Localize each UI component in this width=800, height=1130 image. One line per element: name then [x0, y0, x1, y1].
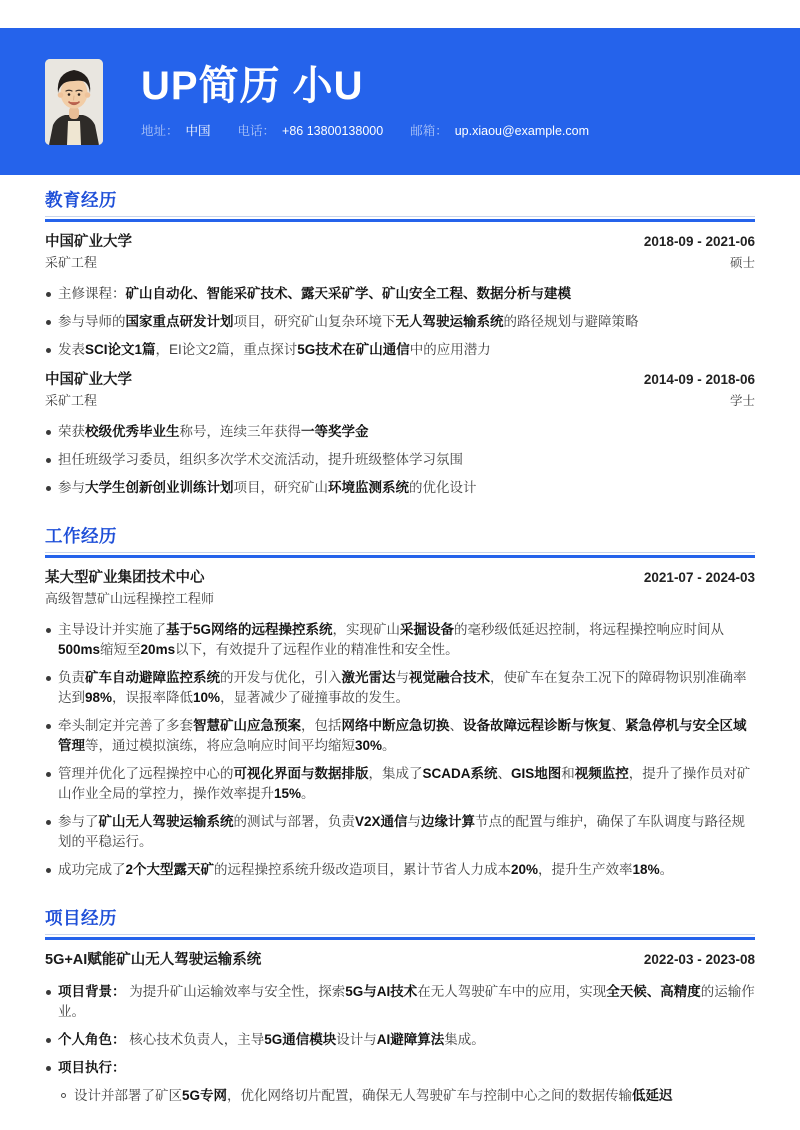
dot-bullet-icon: [46, 430, 51, 435]
bullet-text-bold: 矿山自动化、智能采矿技术、露天采矿学、矿山安全工程、数据分析与建模: [125, 286, 571, 301]
bullet-text: 核心技术负责人，主导: [125, 1032, 265, 1047]
entry-title: 5G+AI赋能矿山无人驾驶运输系统: [45, 952, 262, 968]
bullet-text: ，提升生产效率: [538, 862, 633, 877]
address-value: 中国: [185, 124, 211, 138]
dot-bullet-icon: [46, 1066, 51, 1071]
portrait-photo-icon: [45, 59, 103, 145]
bullet-text-bold: 设备故障远程诊断与恢复: [463, 718, 612, 733]
bullet-text: 的路径规划与避障策略: [503, 314, 639, 329]
section-divider: [45, 934, 755, 940]
bullet-text: 设计与: [336, 1032, 377, 1047]
bullet-text-bold: 20ms: [140, 642, 176, 657]
dot-bullet-icon: [46, 724, 51, 729]
bullet-text: 集成。: [444, 1032, 485, 1047]
entry: [45, 950, 755, 1106]
bullet-text: 的开发与优化，引入: [220, 670, 342, 685]
bullet-text-bold: 视频监控: [574, 766, 629, 781]
bullet-text-bold: 矿山无人驾驶运输系统: [98, 814, 234, 829]
entry: [45, 568, 755, 880]
bullet-text: 牵头制定并完善了多套: [58, 718, 193, 733]
bullet-text-bold: 18%: [632, 862, 660, 877]
email-label: 邮箱：: [410, 124, 448, 138]
bullet-text: ，实现矿山: [332, 622, 401, 637]
bullet-text: 。: [301, 786, 315, 801]
bullet-item: [45, 668, 755, 708]
bullet-text-bold: 5G通信模块: [264, 1032, 337, 1047]
divider-thin-line: [45, 934, 755, 935]
bullet-text-bold: 项目执行：: [58, 1060, 126, 1075]
phone-value: +86 13800138000: [282, 124, 384, 138]
bullet-text-bold: 采掘设备: [400, 622, 455, 637]
bullet-text-bold: 5G专网: [182, 1088, 228, 1103]
section-divider: [45, 216, 755, 222]
bullet-list: [45, 422, 755, 498]
bullet-text: 与: [395, 670, 409, 685]
bullet-text: 以下，有效提升了远程作业的精准性和安全性。: [175, 642, 459, 657]
bullet-text-bold: 20%: [511, 862, 539, 877]
bullet-item: [45, 764, 755, 804]
dot-bullet-icon: [46, 320, 51, 325]
entry-subrow: [45, 392, 755, 410]
bullet-text-bold: 5G技术在矿山通信: [297, 342, 410, 357]
entry-head: [45, 370, 755, 390]
entry-date: 2021-07 - 2024-03: [643, 570, 755, 585]
divider-thin-line: [45, 552, 755, 553]
bullet-text-bold: AI避障算法: [376, 1032, 445, 1047]
bullet-text: 参与: [58, 480, 85, 495]
entry-head: [45, 950, 755, 970]
bullet-text-bold: 低延迟: [632, 1088, 673, 1103]
entry-subrow: [45, 590, 755, 608]
contact-email: [410, 121, 589, 139]
circle-bullet-icon: [61, 1093, 66, 1098]
bullet-text: 参与导师的: [58, 314, 126, 329]
bullet-text: 和: [561, 766, 575, 781]
bullet-text: 的运输作业。: [58, 984, 755, 1019]
bullet-text-bold: 15%: [274, 786, 302, 801]
phone-label: 电话：: [237, 124, 276, 138]
bullet-text-bold: 全天候、高精度: [606, 984, 701, 999]
bullet-text-bold: 2个大型露天矿: [125, 862, 215, 877]
bullet-text: 管理并优化了远程操控中心的: [58, 766, 234, 781]
bullet-text: 缩短至: [100, 642, 141, 657]
section-title: 项目经历: [45, 908, 117, 928]
bullet-text-bold: 一等奖学金: [301, 424, 369, 439]
bullet-text-bold: GIS地图: [511, 766, 562, 781]
entry-date: 2014-09 - 2018-06: [643, 372, 755, 387]
bullet-text: 节点的配置与维护，确保了车队调度与路径规划的平稳运行。: [58, 814, 746, 849]
bullet-text-bold: 视觉融合技术: [409, 670, 490, 685]
entry-head: [45, 568, 755, 588]
bullet-text: 等，通过模拟演练，将应急响应时间平均缩短: [85, 738, 355, 753]
bullet-text-bold: 网络中断应急切换: [341, 718, 450, 733]
bullet-text: ，EI论文2篇，重点探讨: [155, 342, 298, 357]
bullet-text-bold: SCI论文1篇: [85, 342, 156, 357]
section-projects: [45, 906, 755, 1106]
bullet-text: 。: [659, 862, 674, 877]
divider-thin-line: [45, 216, 755, 217]
dot-bullet-icon: [46, 1038, 51, 1043]
bullet-item: [45, 812, 755, 852]
bullet-text: 荣获: [58, 424, 85, 439]
sub-bullet-item: [60, 1086, 755, 1106]
bullet-text: 称号，连续三年获得: [179, 424, 301, 439]
dot-bullet-icon: [46, 292, 51, 297]
entry-date: 2018-09 - 2021-06: [643, 234, 755, 249]
bullet-text: 项目，研究矿山复杂环境下: [233, 314, 396, 329]
entry-degree: 学士: [729, 394, 755, 408]
divider-thick-line: [45, 219, 755, 222]
section-title: 工作经历: [45, 526, 117, 546]
bullet-text-bold: 10%: [193, 690, 221, 705]
bullet-text: 在无人驾驶矿车中的应用，实现: [417, 984, 607, 999]
header-info: [141, 64, 755, 139]
bullet-text-bold: 校级优秀毕业生: [85, 424, 180, 439]
dot-bullet-icon: [46, 676, 51, 681]
divider-thick-line: [45, 937, 755, 940]
bullet-text: 、: [497, 766, 512, 781]
bullet-text-bold: 矿车自动避障监控系统: [85, 670, 220, 685]
section-divider: [45, 552, 755, 558]
bullet-text-bold: 国家重点研发计划: [125, 314, 234, 329]
bullet-list: [45, 982, 755, 1106]
bullet-item: [45, 860, 755, 880]
bullet-text: 项目，研究矿山: [233, 480, 328, 495]
bullet-item: [45, 716, 755, 756]
entry-subrow: [45, 254, 755, 272]
dot-bullet-icon: [46, 628, 51, 633]
contact-phone: [238, 121, 384, 139]
bullet-text-bold: 5G与AI技术: [345, 984, 418, 999]
entry-degree: 硕士: [729, 256, 755, 270]
bullet-text: 与: [407, 814, 422, 829]
bullet-text: 担任班级学习委员，组织多次学术交流活动，提升班级整体学习氛围: [58, 452, 463, 467]
bullet-text-bold: 边缘计算: [421, 814, 476, 829]
bullet-text: ，误报率降低: [112, 690, 194, 705]
bullet-text: ，显著减少了碰撞事故的发生。: [220, 690, 410, 705]
section-title: 教育经历: [45, 190, 117, 210]
section-work: [45, 524, 755, 880]
bullet-text-bold: 无人驾驶运输系统: [395, 314, 504, 329]
entry-subtitle: 采矿工程: [45, 393, 98, 408]
entry-subtitle: 高级智慧矿山远程操控工程师: [45, 591, 215, 606]
bullet-text: 成功完成了: [58, 862, 126, 877]
bullet-text: 的毫秒级低延迟控制，将远程操控响应时间从: [454, 622, 725, 637]
bullet-item: [45, 620, 755, 660]
email-value: up.xiaou@example.com: [454, 124, 590, 138]
entry-title: 某大型矿业集团技术中心: [45, 570, 205, 586]
contact-address: [141, 121, 211, 139]
contact-row: [141, 121, 755, 139]
bullet-list: [45, 620, 755, 880]
bullet-text: 负责: [58, 670, 85, 685]
entry-subtitle: 采矿工程: [45, 255, 98, 270]
bullet-item: [45, 450, 755, 470]
bullet-text-bold: 智慧矿山应急预案: [193, 718, 301, 733]
bullet-item: [45, 1030, 755, 1050]
dot-bullet-icon: [46, 486, 51, 491]
bullet-text-bold: 激光雷达: [341, 670, 396, 685]
bullet-text: ，集成了: [368, 766, 423, 781]
bullet-text-bold: 可视化界面与数据排版: [233, 766, 369, 781]
bullet-text-bold: 环境监测系统: [328, 480, 409, 495]
bullet-text: 、: [449, 718, 463, 733]
bullet-text: 的远程操控系统升级改造项目，累计节省人力成本: [214, 862, 512, 877]
dot-bullet-icon: [46, 868, 51, 873]
dot-bullet-icon: [46, 820, 51, 825]
bullet-text: 的优化设计: [409, 480, 477, 495]
bullet-item: [45, 422, 755, 442]
bullet-item: [45, 284, 755, 304]
dot-bullet-icon: [46, 990, 51, 995]
divider-thick-line: [45, 555, 755, 558]
dot-bullet-icon: [46, 772, 51, 777]
bullet-text: 中的应用潜力: [409, 342, 491, 357]
bullet-item: [45, 340, 755, 360]
bullet-text-bold: 项目背景：: [58, 984, 126, 999]
bullet-text: 发表: [58, 342, 85, 357]
bullet-text-bold: V2X通信: [355, 814, 408, 829]
resume-header: [0, 28, 800, 175]
bullet-text: ，使矿车在复杂工况下的障碍物识别准确率达到: [58, 670, 747, 705]
bullet-text-bold: SCADA系统: [422, 766, 498, 781]
bullet-text: 设计并部署了矿区: [74, 1088, 182, 1103]
address-label: 地址：: [141, 124, 179, 138]
entry-head: [45, 232, 755, 252]
bullet-text: 为提升矿山运输效率与安全性，探索: [125, 984, 346, 999]
bullet-text: 参与了: [58, 814, 99, 829]
bullet-text: ，优化网络切片配置，确保无人驾驶矿车与控制中心之间的数据传输: [227, 1088, 633, 1103]
section-education: [45, 188, 755, 498]
bullet-text: 主导设计并实施了: [58, 622, 166, 637]
bullet-text-bold: 基于5G网络的远程操控系统: [166, 622, 333, 637]
entry: [45, 370, 755, 498]
candidate-name: UP简历 小U: [141, 64, 364, 108]
bullet-item: [45, 1058, 755, 1078]
bullet-list: [45, 284, 755, 360]
bullet-text-bold: 大学生创新创业训练计划: [85, 480, 234, 495]
bullet-text: ，包括: [301, 718, 342, 733]
bullet-text-bold: 500ms: [58, 642, 101, 657]
bullet-text: 主修课程：: [58, 286, 126, 301]
bullet-text-bold: 个人角色：: [58, 1032, 126, 1047]
entry: [45, 232, 755, 360]
entry-title: 中国矿业大学: [45, 372, 132, 388]
bullet-text-bold: 30%: [355, 738, 383, 753]
dot-bullet-icon: [46, 348, 51, 353]
bullet-text: ，提升了操作员对矿山作业全局的掌控力，操作效率提升: [58, 766, 751, 801]
resume-body: [0, 188, 800, 1106]
bullet-item: [45, 312, 755, 332]
bullet-text: 、: [611, 718, 625, 733]
bullet-text-bold: 98%: [85, 690, 113, 705]
bullet-text: 。: [382, 738, 396, 753]
entry-date: 2022-03 - 2023-08: [643, 952, 755, 967]
bullet-item: [45, 982, 755, 1022]
bullet-text-bold: 紧急停机与安全区域管理: [58, 718, 747, 753]
bullet-item: [45, 478, 755, 498]
page-top-margin: [0, 0, 800, 28]
dot-bullet-icon: [46, 458, 51, 463]
entry-title: 中国矿业大学: [45, 234, 132, 250]
profile-photo: [45, 59, 103, 145]
bullet-text: 的测试与部署，负责: [233, 814, 355, 829]
